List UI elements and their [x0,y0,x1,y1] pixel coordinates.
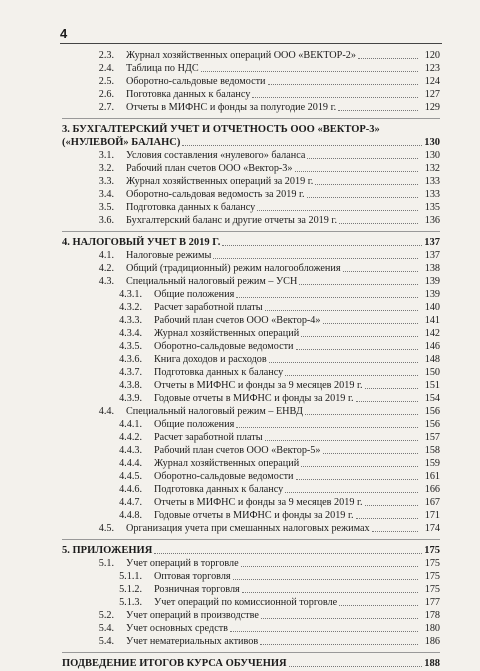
entry-page: 156 [424,406,440,417]
dot-leader [356,401,418,402]
dot-leader [242,592,418,593]
toc-entry [62,301,440,314]
toc-entry [62,444,440,457]
entry-title: Рабочий план счетов ООО «Вектор-3» [126,163,293,174]
entry-page: 156 [424,419,440,430]
dot-leader [230,631,418,632]
entry-title: Расчет заработной платы [154,302,263,313]
entry-title: Журнал хозяйственных операций [154,458,300,469]
entry-page: 140 [424,302,440,313]
toc-entry [62,175,440,188]
section-subtitle-line [62,136,440,149]
toc-entry [62,392,440,405]
toc-entry [62,509,440,522]
entry-title: Годовые отчеты в МИФНС и фонды за 2019 г. [154,393,354,404]
entry-page: 135 [424,202,440,213]
entry-page: 141 [424,315,440,326]
toc-entry [62,622,440,635]
entry-page: 133 [424,189,440,200]
entry-page: 159 [424,458,440,469]
dot-leader [339,223,418,224]
entry-number: 5.1.3. [119,597,142,608]
toc-entry [62,262,440,275]
toc-entry [62,327,440,340]
page-number: 4 [60,26,68,41]
entry-title: Расчет заработной платы [154,432,263,443]
entry-number: 4.4.5. [119,471,142,482]
entry-title: Учет операций в торговле [126,558,239,569]
entry-page: 157 [424,432,440,443]
dot-leader [301,336,418,337]
toc-entry [62,609,440,622]
dot-leader [323,453,419,454]
entry-page: 138 [424,263,440,274]
entry-page: 151 [424,380,440,391]
dot-leader [365,388,418,389]
entry-title: Оборотно-сальдовые ведомости [154,341,294,352]
toc-entry [62,557,440,570]
entry-title: Оборотно-сальдовые ведомости [154,471,294,482]
toc-entry [62,201,440,214]
table-of-contents [62,49,440,671]
toc-entry [62,583,440,596]
entry-title: Бухгалтерский баланс и другие отчеты за 2019 г. [126,215,337,226]
dot-leader [182,145,422,146]
entry-title: Журнал хозяйственных операций за 2019 г. [126,176,314,187]
toc-entry [62,162,440,175]
entry-number: 4.4. [98,406,114,417]
toc-entry [62,75,440,88]
dot-leader [339,605,418,606]
dot-leader [296,479,418,480]
entry-number: 3.2. [98,163,114,174]
dot-leader [261,618,418,619]
entry-number: 4.3.3. [119,315,142,326]
toc-entry [62,470,440,483]
dot-leader [201,71,418,72]
dot-leader [338,110,418,111]
dot-leader [323,323,419,324]
toc-entry [62,418,440,431]
toc-entry [62,596,440,609]
section-heading [62,539,440,557]
entry-page: 123 [424,63,440,74]
section-title: 3. БУХГАЛТЕРСКИЙ УЧЕТ И ОТЧЕТНОСТЬ ООО «ВЕКТОР-3» [62,124,380,135]
entry-title: Оптовая торговля [154,571,231,582]
toc-entry [62,366,440,379]
entry-page: 167 [424,497,440,508]
dot-leader [365,505,418,506]
toc-entry [62,214,440,227]
section-subtitle: («НУЛЕВОЙ» БАЛАНС) [62,137,181,148]
entry-number: 5.4. [98,623,114,634]
section-entries [62,49,440,114]
toc-entry [62,431,440,444]
entry-title: Учет операций по комиссионной торговле [154,597,338,608]
section-page: 137 [424,237,440,248]
dot-leader [285,492,418,493]
toc-entry [62,288,440,301]
entry-page: 178 [424,610,440,621]
entry-title: Отчеты в МИФНС и фонды за полугодие 2019 г. [126,102,337,113]
entry-number: 4.3.1. [119,289,142,300]
entry-title: Организация учета при смешанных налоговых режимах [126,523,370,534]
entry-title: Рабочий план счетов ООО «Вектор-4» [154,315,321,326]
entry-page: 139 [424,289,440,300]
section-heading [62,231,440,249]
toc-entry [62,88,440,101]
entry-number: 3.5. [98,202,114,213]
section-heading [62,652,440,670]
entry-page: 130 [424,150,440,161]
dot-leader [265,310,418,311]
entry-number: 5.1.1. [119,571,142,582]
entry-number: 3.4. [98,189,114,200]
entry-title: Таблица по НДС [126,63,199,74]
toc-entry [62,379,440,392]
entry-number: 4.4.6. [119,484,142,495]
entry-number: 4.3.8. [119,380,142,391]
section-page: 188 [424,658,440,669]
entry-number: 4.1. [98,250,114,261]
dot-leader [222,245,422,246]
dot-leader [154,553,422,554]
toc-entry [62,483,440,496]
entry-number: 4.3.7. [119,367,142,378]
entry-page: 154 [424,393,440,404]
entry-number: 4.3. [98,276,114,287]
entry-page: 180 [424,623,440,634]
entry-number: 2.5. [98,76,114,87]
entry-number: 4.4.7. [119,497,142,508]
entry-title: Специальный налоговый режим – ЕНВД [126,406,303,417]
dot-leader [257,210,418,211]
entry-page: 132 [424,163,440,174]
entry-number: 5.2. [98,610,114,621]
entry-page: 129 [424,102,440,113]
section-title: 4. НАЛОГОВЫЙ УЧЕТ В 2019 Г. [62,237,221,248]
section-heading-line [62,236,440,249]
entry-title: Журнал хозяйственных операций ООО «ВЕКТОР-2» [126,50,356,61]
entry-page: 166 [424,484,440,495]
entry-page: 127 [424,89,440,100]
entry-title: Подготовка данных к балансу [126,202,256,213]
entry-number: 4.4.4. [119,458,142,469]
toc-entry [62,405,440,418]
toc-entry [62,101,440,114]
toc-entry [62,457,440,470]
entry-title: Оборотно-сальдовая ведомость за 2019 г. [126,189,305,200]
section-heading [62,118,440,149]
entry-title: Журнал хозяйственных операций [154,328,300,339]
dot-leader [301,466,418,467]
toc-entry [62,340,440,353]
section-heading-line [62,123,440,136]
toc-entry [62,188,440,201]
entry-title: Общий (традиционный) режим налогообложения [126,263,341,274]
toc-entry [62,275,440,288]
entry-number: 2.3. [98,50,114,61]
toc-entry [62,496,440,509]
toc-entry [62,62,440,75]
dot-leader [260,644,418,645]
dot-leader [236,427,418,428]
entry-number: 4.3.4. [119,328,142,339]
section-entries [62,149,440,227]
entry-page: 137 [424,250,440,261]
entry-title: Отчеты в МИФНС и фонды за 9 месяцев 2019 г. [154,380,363,391]
toc-entry [62,570,440,583]
entry-number: 2.7. [98,102,114,113]
entry-number: 4.3.5. [119,341,142,352]
entry-page: 148 [424,354,440,365]
toc-entry [62,249,440,262]
entry-number: 4.4.2. [119,432,142,443]
toc-entry [62,522,440,535]
entry-page: 161 [424,471,440,482]
entry-number: 4.3.6. [119,354,142,365]
entry-title: Годовые отчеты в МИФНС и фонды за 2019 г. [154,510,354,521]
entry-page: 177 [424,597,440,608]
dot-leader [241,566,418,567]
dot-leader [299,284,418,285]
dot-leader [295,171,419,172]
dot-leader [358,58,418,59]
entry-title: Книга доходов и расходов [154,354,267,365]
entry-page: 142 [424,328,440,339]
entry-number: 4.4.3. [119,445,142,456]
dot-leader [268,84,418,85]
entry-number: 2.6. [98,89,114,100]
section-entries [62,557,440,648]
dot-leader [307,158,418,159]
entry-number: 4.3.9. [119,393,142,404]
dot-leader [236,297,418,298]
toc-entry [62,49,440,62]
entry-page: 124 [424,76,440,87]
entry-title: Учет операций в производстве [126,610,259,621]
entry-title: Общие положения [154,289,235,300]
dot-leader [233,579,418,580]
section-page: 175 [424,545,440,556]
entry-title: Розничная торговля [154,584,240,595]
entry-title: Общие положения [154,419,235,430]
entry-number: 3.1. [98,150,114,161]
entry-page: 139 [424,276,440,287]
entry-title: Рабочий план счетов ООО «Вектор-5» [154,445,321,456]
toc-entry [62,314,440,327]
entry-title: Налоговые режимы [126,250,212,261]
dot-leader [315,184,418,185]
dot-leader [213,258,418,259]
entry-page: 186 [424,636,440,647]
entry-page: 175 [424,584,440,595]
entry-page: 174 [424,523,440,534]
entry-page: 120 [424,50,440,61]
entry-page: 136 [424,215,440,226]
entry-page: 133 [424,176,440,187]
entry-page: 175 [424,571,440,582]
dot-leader [289,666,423,667]
entry-number: 5.4. [98,636,114,647]
entry-title: Учет основных средств [126,623,228,634]
section-page: 130 [424,137,440,148]
toc-entry [62,149,440,162]
entry-number: 4.2. [98,263,114,274]
entry-title: Поготовка данных к балансу [126,89,251,100]
entry-number: 4.4.1. [119,419,142,430]
section-title: 5. ПРИЛОЖЕНИЯ [62,545,153,556]
toc-entry [62,353,440,366]
section-entries [62,249,440,535]
dot-leader [265,440,418,441]
entry-number: 4.4.8. [119,510,142,521]
entry-page: 171 [424,510,440,521]
entry-page: 158 [424,445,440,456]
entry-title: Условия составления «нулевого» баланса [126,150,306,161]
dot-leader [356,518,418,519]
entry-number: 2.4. [98,63,114,74]
entry-number: 3.6. [98,215,114,226]
entry-title: Подготовка данных к балансу [154,484,284,495]
entry-number: 3.3. [98,176,114,187]
entry-title: Специальный налоговый режим – УСН [126,276,298,287]
dot-leader [343,271,418,272]
dot-leader [285,375,418,376]
section-heading-line [62,657,440,670]
entry-page: 175 [424,558,440,569]
entry-number: 4.5. [98,523,114,534]
section-heading-line [62,544,440,557]
dot-leader [269,362,418,363]
entry-number: 4.3.2. [119,302,142,313]
entry-number: 5.1.2. [119,584,142,595]
dot-leader [307,197,418,198]
header-rule [60,43,442,44]
dot-leader [372,531,418,532]
entry-title: Оборотно-сальдовые ведомости [126,76,266,87]
entry-number: 5.1. [98,558,114,569]
entry-title: Подготовка данных к балансу [154,367,284,378]
dot-leader [296,349,418,350]
entry-page: 150 [424,367,440,378]
entry-title: Отчеты в МИФНС и фонды за 9 месяцев 2019 г. [154,497,363,508]
entry-title: Учет нематериальных активов [126,636,259,647]
entry-page: 146 [424,341,440,352]
dot-leader [252,97,418,98]
section-title: ПОДВЕДЕНИЕ ИТОГОВ КУРСА ОБУЧЕНИЯ [62,658,287,669]
toc-entry [62,635,440,648]
dot-leader [305,414,418,415]
